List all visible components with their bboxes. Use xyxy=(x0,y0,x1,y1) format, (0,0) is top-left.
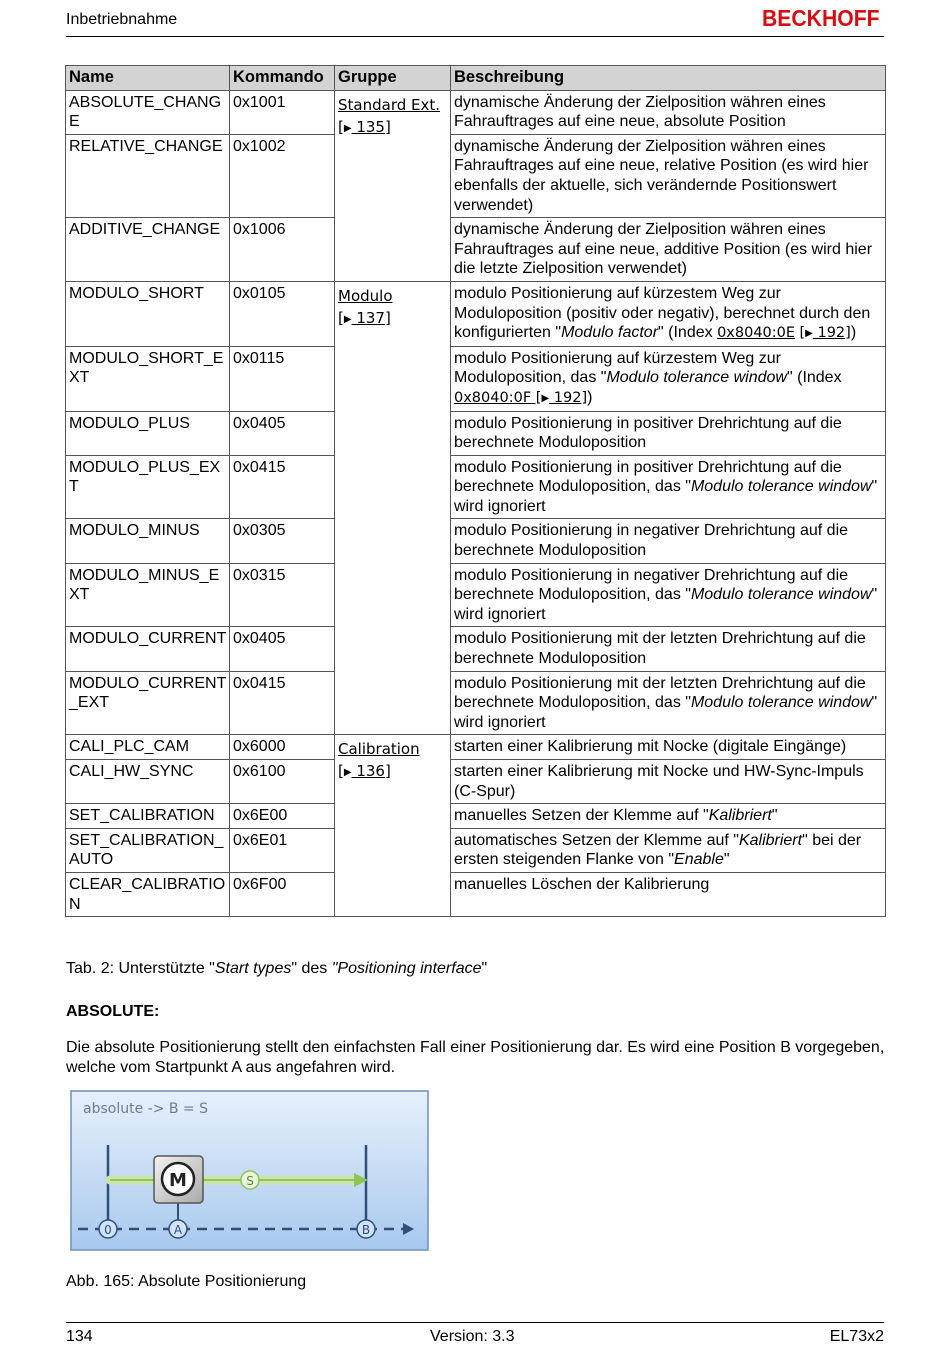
text-run: starten einer Kalibrierung mit Nocke und HW-Sync-Impuls (C-Spur) xyxy=(454,763,864,800)
command-description xyxy=(451,218,886,282)
text-run: " xyxy=(771,807,778,825)
figure-caption: Abb. 165: Absolute Positionierung xyxy=(66,1273,307,1290)
link-arrow-icon[interactable]: ▶ xyxy=(541,392,550,404)
page-ref[interactable]: 137] xyxy=(351,308,391,327)
reference-link[interactable]: 192] xyxy=(812,325,851,342)
command-name: CALI_PLC_CAM xyxy=(66,735,230,760)
group-link[interactable]: Modulo xyxy=(338,286,393,305)
italic-term: Enable xyxy=(674,851,724,869)
figure-diagram xyxy=(70,1090,430,1252)
column-header-description: Beschreibung xyxy=(451,66,886,91)
table-caption xyxy=(66,960,487,978)
text-run: modulo Positionierung in negativer Drehrichtung auf die berechnete Moduloposition, das " xyxy=(454,566,849,604)
absolute-positioning-figure xyxy=(70,1090,430,1252)
command-code: 0x0405 xyxy=(230,627,335,671)
command-name: ABSOLUTE_CHANGE xyxy=(66,90,230,134)
command-description xyxy=(451,804,886,829)
italic-term: "Positioning interface xyxy=(331,960,482,977)
command-name: MODULO_CURRENT_EXT xyxy=(66,671,230,735)
text-run: dynamische Änderung der Zielposition währen eines Fahrauftrages auf eine neue, absolute Position xyxy=(454,93,826,131)
italic-term: Kalibriert xyxy=(738,831,803,849)
point-a-label: A xyxy=(173,1223,183,1237)
command-description xyxy=(451,872,886,916)
italic-term: Modulo tolerance window xyxy=(690,478,872,496)
text-run: modulo Positionierung mit der letzten Drehrichtung auf die berechnete Moduloposition, das " xyxy=(454,674,866,712)
table-row xyxy=(66,218,886,282)
command-code: 0x0405 xyxy=(230,411,335,455)
text-run: starten einer Kalibrierung mit Nocke (digitale Eingänge) xyxy=(454,738,847,756)
origin-label: 0 xyxy=(104,1223,112,1237)
command-code: 0x0315 xyxy=(230,563,335,627)
text-run: ) xyxy=(587,388,593,406)
text-run: dynamische Änderung der Zielposition währen eines Fahrauftrages auf eine neue, additive Position (es wird hier die letzte Zielposition verwendet) xyxy=(454,221,873,278)
start-types-table xyxy=(65,65,886,917)
command-description xyxy=(451,760,886,804)
command-description xyxy=(451,90,886,134)
command-name: MODULO_MINUS_EXT xyxy=(66,563,230,627)
header-title: Inbetriebnahme xyxy=(66,11,178,28)
page-ref[interactable]: 135] xyxy=(351,117,391,136)
text-run: Tab. 2: Unterstützte " xyxy=(66,960,215,977)
command-name: MODULO_MINUS xyxy=(66,519,230,563)
command-description xyxy=(451,828,886,872)
command-description xyxy=(451,671,886,735)
reference-link[interactable]: 0x8040:0F xyxy=(454,389,532,406)
group-cell xyxy=(335,90,451,281)
header-rule xyxy=(66,36,884,37)
table-row xyxy=(66,804,886,829)
text-run: modulo Positionierung auf kürzestem Weg zur Moduloposition (positiv oder negativ), berechnet durch den konfigurierten " xyxy=(454,284,871,342)
group-cell xyxy=(335,281,451,734)
text-run: " wird ignoriert xyxy=(454,694,878,731)
text-run: " (Index xyxy=(658,324,718,342)
table-row xyxy=(66,519,886,563)
italic-term: Modulo tolerance window xyxy=(690,586,872,604)
command-description xyxy=(451,134,886,217)
section-heading: ABSOLUTE: xyxy=(66,1003,160,1020)
text-run: " (Index xyxy=(786,369,842,387)
command-description xyxy=(451,563,886,627)
footer-rule xyxy=(66,1322,884,1323)
table-header-row xyxy=(66,66,886,91)
table-row xyxy=(66,760,886,804)
table-row xyxy=(66,346,886,411)
link-arrow-icon[interactable]: ▶ xyxy=(343,122,352,134)
italic-term: Kalibriert xyxy=(708,807,772,825)
page-ref-bracket[interactable]: [ xyxy=(338,117,344,136)
reference-link[interactable]: [ xyxy=(531,389,542,406)
motor-label: M xyxy=(169,1170,187,1191)
italic-term: Modulo factor xyxy=(561,324,659,342)
command-name: SET_CALIBRATION xyxy=(66,804,230,829)
table-row xyxy=(66,563,886,627)
command-name: MODULO_SHORT_EXT xyxy=(66,346,230,411)
table-row xyxy=(66,828,886,872)
command-description xyxy=(451,519,886,563)
text-run: modulo Positionierung mit der letzten Drehrichtung auf die berechnete Moduloposition xyxy=(454,630,866,668)
command-code: 0x6E00 xyxy=(230,804,335,829)
command-code: 0x1001 xyxy=(230,90,335,134)
text-run: modulo Positionierung auf kürzestem Weg zur Moduloposition, das " xyxy=(454,349,781,387)
command-name: ADDITIVE_CHANGE xyxy=(66,218,230,282)
figure-title: absolute -> B = S xyxy=(83,1101,208,1117)
page-ref-bracket[interactable]: [ xyxy=(338,762,344,781)
italic-term: Start types xyxy=(214,960,292,977)
table-row xyxy=(66,455,886,519)
command-code: 0x0305 xyxy=(230,519,335,563)
group-link[interactable]: Calibration xyxy=(338,740,420,759)
command-code: 0x6000 xyxy=(230,735,335,760)
page-ref[interactable]: 136] xyxy=(351,762,391,781)
text-run: ) xyxy=(850,324,857,342)
link-arrow-icon[interactable]: ▶ xyxy=(343,313,352,325)
version-label: Version: 3.3 xyxy=(430,1328,515,1345)
text-run: " wird ignoriert xyxy=(454,478,878,515)
text-run: modulo Positionierung in negativer Drehrichtung auf die berechnete Moduloposition xyxy=(454,522,849,560)
table-row xyxy=(66,872,886,916)
table-row xyxy=(66,671,886,735)
command-code: 0x0105 xyxy=(230,281,335,346)
column-header-command: Kommando xyxy=(230,66,335,91)
command-name: CALI_HW_SYNC xyxy=(66,760,230,804)
italic-term: Modulo tolerance window xyxy=(690,694,872,712)
italic-term: Modulo tolerance window xyxy=(606,369,787,387)
text-run: " xyxy=(723,851,730,869)
table-body xyxy=(66,90,886,917)
text-run: " des xyxy=(291,960,332,977)
text-run: manuelles Setzen der Klemme auf " xyxy=(454,807,709,825)
text-run: automatisches Setzen der Klemme auf " xyxy=(454,831,739,849)
link-arrow-icon[interactable]: ▶ xyxy=(343,767,352,779)
command-name: CLEAR_CALIBRATION xyxy=(66,872,230,916)
command-name: RELATIVE_CHANGE xyxy=(66,134,230,217)
table-row xyxy=(66,411,886,455)
text-run: " bei der ersten steigenden Flanke von " xyxy=(454,831,862,869)
text-run: modulo Positionierung in positiver Drehrichtung auf die berechnete Moduloposition xyxy=(454,414,842,452)
group-cell xyxy=(335,735,451,917)
link-arrow-icon[interactable]: ▶ xyxy=(805,328,813,340)
reference-link[interactable]: 0x8040:0E xyxy=(717,325,796,342)
reference-link[interactable]: 192] xyxy=(549,389,588,406)
table-row xyxy=(66,134,886,217)
reference-link[interactable]: [ xyxy=(799,325,806,342)
column-header-name: Name xyxy=(66,66,230,91)
command-code: 0x6F00 xyxy=(230,872,335,916)
beckhoff-logo: BECKHOFF xyxy=(762,5,880,31)
command-name: MODULO_PLUS xyxy=(66,411,230,455)
group-link[interactable]: Standard Ext. xyxy=(338,95,441,114)
text-run: " wird ignoriert xyxy=(454,586,878,623)
page-ref-bracket[interactable]: [ xyxy=(338,308,344,327)
command-code: 0x1006 xyxy=(230,218,335,282)
command-name: SET_CALIBRATION_AUTO xyxy=(66,828,230,872)
command-code: 0x6100 xyxy=(230,760,335,804)
table-row xyxy=(66,281,886,346)
command-code: 0x0115 xyxy=(230,346,335,411)
command-code: 0x0415 xyxy=(230,455,335,519)
command-name: MODULO_SHORT xyxy=(66,281,230,346)
command-description xyxy=(451,627,886,671)
command-description xyxy=(451,411,886,455)
command-code: 0x1002 xyxy=(230,134,335,217)
section-paragraph: Die absolute Positionierung stellt den einfachsten Fall einer Positionierung dar. Es wird eine Position B vorgegeben, welche vom Startpunkt A aus angefahren wird. xyxy=(66,1039,885,1076)
text-run: manuelles Löschen der Kalibrierung xyxy=(454,875,710,893)
text-run: dynamische Änderung der Zielposition währen eines Fahrauftrages auf eine neue, relative Position (es wird hier ebenfalls der aktuelle, sich verändernde Positionswert verwendet) xyxy=(454,137,869,214)
command-name: MODULO_PLUS_EXT xyxy=(66,455,230,519)
command-code: 0x0415 xyxy=(230,671,335,735)
command-description xyxy=(451,455,886,519)
table-row xyxy=(66,627,886,671)
command-code: 0x6E01 xyxy=(230,828,335,872)
command-description xyxy=(451,735,886,760)
text-run: modulo Positionierung in positiver Drehrichtung auf die berechnete Moduloposition, das " xyxy=(454,458,842,496)
command-description xyxy=(451,281,886,346)
table-row xyxy=(66,735,886,760)
command-name: MODULO_CURRENT xyxy=(66,627,230,671)
product-name: EL73x2 xyxy=(829,1328,884,1345)
s-label: S xyxy=(246,1174,254,1188)
point-b-label: B xyxy=(361,1223,371,1237)
column-header-group: Gruppe xyxy=(335,66,451,91)
command-description xyxy=(451,346,886,411)
table-row xyxy=(66,90,886,134)
text-run: " xyxy=(481,960,488,977)
page-number: 134 xyxy=(66,1328,93,1345)
